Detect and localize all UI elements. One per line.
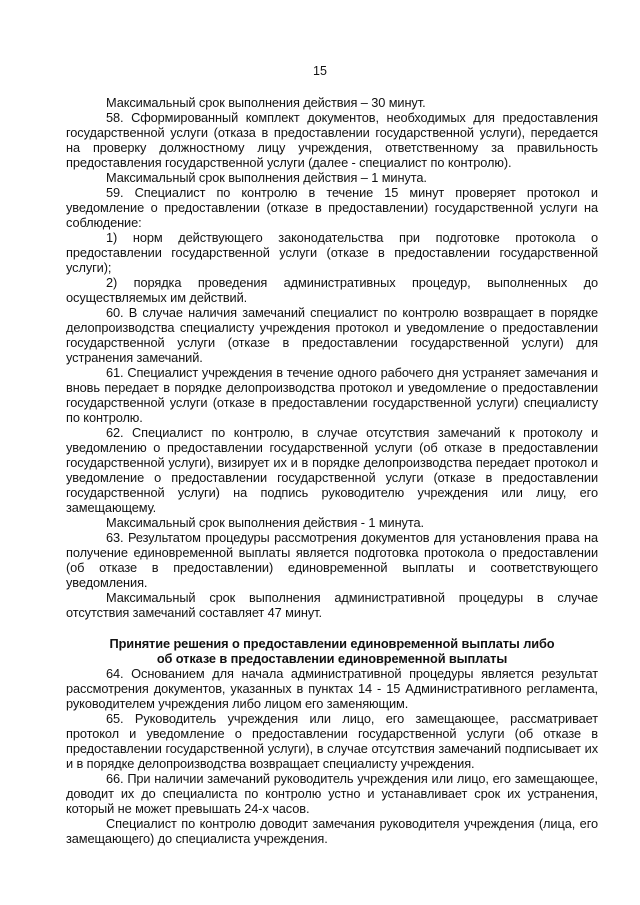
paragraph: 59. Специалист по контролю в течение 15 минут проверяет протокол и уведомление о предоставлении (отказе в предоставлении) государственной услуги на соблюдение: — [66, 185, 598, 230]
section-heading-line: Принятие решения о предоставлении единовременной выплаты либо — [109, 636, 555, 651]
paragraph: 61. Специалист учреждения в течение одного рабочего дня устраняет замечания и вновь передает в порядке делопроизводства протокол и уведомление о предоставлении государственной услуги (отказе в предоставлении государственной услуги) специалисту по контролю. — [66, 365, 598, 425]
paragraph: Максимальный срок выполнения действия – 30 минут. — [106, 95, 426, 110]
paragraph: 1) норм действующего законодательства при подготовке протокола о предоставлении государственной услуги (отказе в предоставлении государственной услуги); — [66, 230, 598, 275]
document-body — [66, 95, 598, 846]
paragraph: 2) порядка проведения административных процедур, выполненных до осуществляемых им действий. — [66, 275, 598, 305]
paragraph: 64. Основанием для начала административной процедуры является результат рассмотрения документов, указанных в пунктах 14 - 15 Административного регламента, руководителем учреждения либо лицом его заменяющим. — [66, 666, 598, 711]
paragraph: Максимальный срок выполнения действия – 1 минута. — [106, 170, 427, 185]
paragraph: Максимальный срок выполнения административной процедуры в случае отсутствия замечаний составляет 47 минут. — [66, 590, 598, 620]
section-heading-line: об отказе в предоставлении единовременной выплаты — [156, 651, 508, 666]
paragraph: 63. Результатом процедуры рассмотрения документов для установления права на получение единовременной выплаты является подготовка протокола о предоставлении (об отказе в предоставлении) единовременной выплаты и соответствующего уведомления. — [66, 530, 598, 590]
section-heading — [66, 636, 598, 666]
paragraph: 60. В случае наличия замечаний специалист по контролю возвращает в порядке делопроизводства специалисту учреждения протокол и уведомление о предоставлении государственной услуги (отказе в предоставлении государственной услуги) для устранения замечаний. — [66, 305, 598, 365]
paragraph: Максимальный срок выполнения действия - 1 минута. — [106, 515, 424, 530]
page-number: 15 — [313, 64, 327, 78]
paragraph: 62. Специалист по контролю, в случае отсутствия замечаний к протоколу и уведомлению о предоставлении государственной услуги (об отказе в предоставлении государственной услуги), визирует их и в порядке делопроизводства передает протокол и уведомление о предоставлении государственной услуги (отказе в предоставлении государственной услуги) на подпись руководителю учреждения или лицу, его замещающему. — [66, 425, 598, 515]
paragraph: 66. При наличии замечаний руководитель учреждения или лицо, его замещающее, доводит их до специалиста по контролю устно и устанавливает срок их устранения, который не может превышать 24-х часов. — [66, 771, 598, 816]
paragraph: Специалист по контролю доводит замечания руководителя учреждения (лица, его замещающего) до специалиста учреждения. — [66, 816, 598, 846]
paragraph: 65. Руководитель учреждения или лицо, его замещающее, рассматривает протокол и уведомление о предоставлении государственной услуги (об отказе в предоставлении государственной услуги), в случае отсутствия замечаний подписывает их и в порядке делопроизводства возвращает специалисту учреждения. — [66, 711, 598, 771]
paragraph: 58. Сформированный комплект документов, необходимых для предоставления государственной услуги (отказа в предоставлении государственной услуги), передается на проверку должностному лицу учреждения, ответственному за правильность предоставления государственной услуги (далее - специалист по контролю). — [66, 110, 598, 170]
